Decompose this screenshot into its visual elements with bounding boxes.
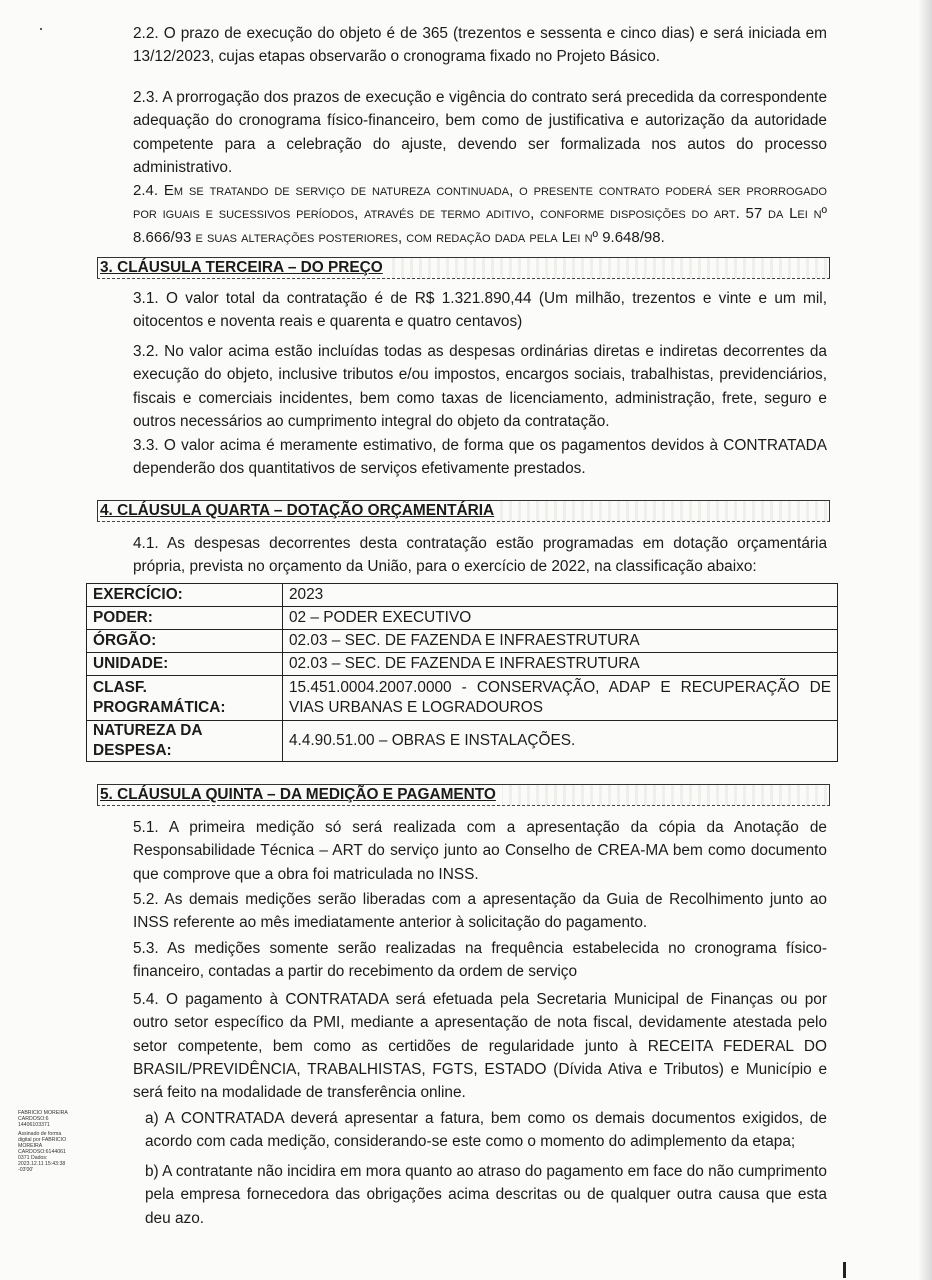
row-label: EXERCÍCIO: bbox=[87, 584, 283, 607]
paragraph-3-2: 3.2. No valor acima estão incluídas todas as despesas ordinárias diretas e indiretas decorrentes da execução do objeto, inclusive tributos e/ou impostos, encargos sociais, trabalhistas, previdenciários, fiscais e comerciais incidentes, bem como taxas de licenciamento, administração, frete, seguro e outros necessários ao cumprimento integral do objeto da contratação. bbox=[133, 343, 827, 430]
table-row bbox=[87, 653, 838, 676]
table-row bbox=[87, 630, 838, 653]
clause-3-heading bbox=[97, 257, 830, 279]
paragraph-3-1: 3.1. O valor total da contratação é de R$ 1.321.890,44 (Um milhão, trezentos e vinte e um mil, oitocentos e noventa reais e quarenta e quatro centavos) bbox=[133, 290, 827, 331]
row-value: 02.03 – SEC. DE FAZENDA E INFRAESTRUTURA bbox=[283, 630, 838, 653]
page-edge-shadow bbox=[918, 0, 932, 1280]
table-row bbox=[87, 584, 838, 607]
paragraph-4-1: 4.1. As despesas decorrentes desta contratação estão programadas em dotação orçamentária própria, prevista no orçamento da União, para o exercício de 2022, na classificação abaixo: bbox=[133, 535, 827, 576]
signature-note: Assinado de forma digital por FABRICIO MOREIRA CARDOSO:6144061 0371 Dados: 2023.12.11 15:43:38 -03'00' bbox=[18, 1131, 67, 1173]
row-value: 02.03 – SEC. DE FAZENDA E INFRAESTRUTURA bbox=[283, 653, 838, 676]
scan-artifact bbox=[843, 1262, 846, 1278]
paragraph-2-3: 2.3. A prorrogação dos prazos de execução e vigência do contrato será precedida da correspondente adequação do cronograma físico-financeiro, bem como de justificativa e autorização da autoridade competente para a celebração do ajuste, devendo ser formalizada nos autos do processo administrativo. bbox=[133, 89, 827, 176]
paragraph-2-4: 2.4. Em se tratando de serviço de natureza continuada, o presente contrato poderá ser prorrogado por iguais e sucessivos períodos, através de termo aditivo, conforme disposições do art. 57 da Lei nº 8.666/93 e suas alterações posteriores, com redação dada pela Lei nº 9.648/98. bbox=[133, 182, 827, 246]
table-row bbox=[87, 607, 838, 630]
clause-4-title: 4. CLÁUSULA QUARTA – DOTAÇÃO ORÇAMENTÁRIA bbox=[100, 501, 500, 521]
paragraph-5-2: 5.2. As demais medições serão liberadas com a apresentação da Guia de Recolhimento junto ao INSS referente ao mês imediatamente anterior à solicitação do pagamento. bbox=[133, 891, 827, 932]
clause-3-title: 3. CLÁUSULA TERCEIRA – DO PREÇO bbox=[100, 258, 389, 278]
paragraph-5-1: 5.1. A primeira medição só será realizada com a apresentação da cópia da Anotação de Responsabilidade Técnica – ART do serviço junto ao Conselho de CREA-MA bem como documento que comprove que a obra foi matriculada no INSS. bbox=[133, 819, 827, 883]
scan-speck bbox=[40, 28, 42, 30]
clause-5-title: 5. CLÁUSULA QUINTA – DA MEDIÇÃO E PAGAMENTO bbox=[100, 785, 502, 805]
row-label: NATUREZA DA DESPESA: bbox=[87, 721, 283, 762]
paragraph-5-4: 5.4. O pagamento à CONTRATADA será efetuada pela Secretaria Municipal de Finanças ou por outro setor específico da PMI, mediante a apresentação de nota fiscal, devidamente atestada pelo setor competente, bem como as certidões de regularidade junto à RECEITA FEDERAL DO BRASIL/PREVIDÊNCIA, TRABALHISTAS, FGTS, ESTADO (Dívida Ativa e Tributos) e Município e será feito na modalidade de transferência online. bbox=[133, 991, 827, 1102]
row-value: 02 – PODER EXECUTIVO bbox=[283, 607, 838, 630]
paragraph-5-4-a: a) A CONTRATADA deverá apresentar a fatura, bem como os demais documentos exigidos, de acordo com cada medição, considerando-se este como o momento do adimplemento da etapa; bbox=[145, 1110, 827, 1151]
row-label: CLASF. PROGRAMÁTICA: bbox=[87, 676, 283, 721]
budget-allocation-table bbox=[86, 583, 838, 762]
signer-name: FABRICIO MOREIRA CARDOSO:6 14406103371 bbox=[18, 1110, 68, 1128]
row-value: 2023 bbox=[283, 584, 838, 607]
row-label: ÓRGÃO: bbox=[87, 630, 283, 653]
paragraph-2-2: 2.2. O prazo de execução do objeto é de 365 (trezentos e sessenta e cinco dias) e será iniciada em 13/12/2023, cujas etapas observarão o cronograma fixado no Projeto Básico. bbox=[133, 25, 827, 66]
table-row bbox=[87, 676, 838, 721]
paragraph-3-3: 3.3. O valor acima é meramente estimativo, de forma que os pagamentos devidos à CONTRATADA dependerão dos quantitativos de serviços efetivamente prestados. bbox=[133, 437, 827, 478]
paragraph-5-4-b: b) A contratante não incidira em mora quanto ao atraso do pagamento em face do não cumprimento pela empresa fornecedora das obrigações acima descritas ou de qualquer outra causa que esta deu azo. bbox=[145, 1163, 827, 1227]
table-row bbox=[87, 721, 838, 762]
row-label: UNIDADE: bbox=[87, 653, 283, 676]
paragraph-5-3: 5.3. As medições somente serão realizadas na frequência estabelecida no cronograma físico-financeiro, contadas a partir do recebimento da ordem de serviço bbox=[133, 940, 827, 981]
row-label: PODER: bbox=[87, 607, 283, 630]
row-value: 15.451.0004.2007.0000 - CONSERVAÇÃO, ADAP E RECUPERAÇÃO DE VIAS URBANAS E LOGRADOUROS bbox=[283, 676, 838, 721]
row-value: 4.4.90.51.00 – OBRAS E INSTALAÇÕES. bbox=[283, 721, 838, 762]
digital-signature-stamp bbox=[18, 1110, 70, 1173]
clause-4-heading bbox=[97, 500, 830, 522]
clause-5-heading bbox=[97, 784, 830, 806]
